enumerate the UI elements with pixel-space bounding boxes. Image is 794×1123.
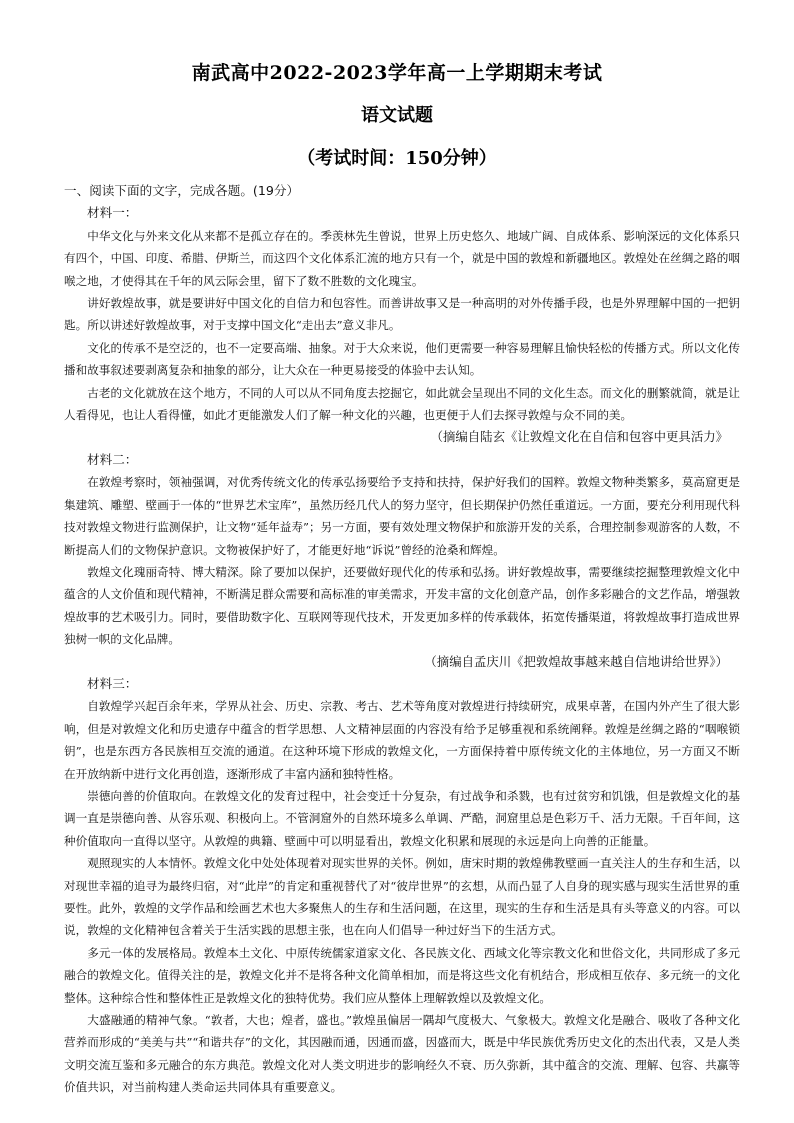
material-3-paragraph: 多元一体的发展格局。敦煌本土文化、中原传统儒家道家文化、各民族文化、西域文化等宗教文化和世俗文化，共同形成了多元融合的敦煌文化。值得关注的是，敦煌文化并不是将各种文化简单相加，而是将这些文化有机结合，形成相互依存、多元统一的文化整体。这种综合性和整体性正是敦煌文化的独特优势。我们应从整体上理解敦煌以及敦煌文化。 (64, 945, 740, 1005)
exam-title: 南武高中2022-2023学年高一上学期期末考试 (191, 62, 603, 84)
reading-section (64, 180, 740, 1099)
material-1-label: 材料一： (87, 205, 138, 221)
material-1-paragraph: 文化的传承不是空泛的，也不一定要高端、抽象。对于大众来说，他们更需要一种容易理解且愉快轻松的传播方式。所以文化传播和故事叙述要剥离复杂和抽象的部分，让大众在一种更易接受的体验中去认知。 (64, 340, 740, 378)
material-3-paragraph: 观照现实的人本情怀。敦煌文化中处处体现着对现实世界的关怀。例如，唐宋时期的敦煌佛教壁画一直关注人的生存和生活，以对现世幸福的追寻为最终归宿，对“此岸”的肯定和重视替代了对“彼岸世界”的玄想，从而凸显了人自身的现实感与现实生活世界的重要性。此外，敦煌的文学作品和绘画艺术也大多聚焦人的生存和生活问题，在这里，现实的生存和生活是具有头等意义的内容。可以说，敦煌的文化精神包含着关于生活实践的思想主张，也在向人们倡导一种过好当下的生活方式。 (64, 856, 740, 938)
material-2-paragraph: 敦煌文化瑰丽奇特、博大精深。除了要加以保护，还要做好现代化的传承和弘扬。讲好敦煌故事，需要继续挖掘整理敦煌文化中蕴含的人文价值和现代精神，不断满足群众需要和高标准的审美需求，开发丰富的文化创意产品，创作多彩融合的文艺作品，增强敦煌故事的艺术吸引力。同时，要借助数字化、互联网等现代技术，开发更加多样的传承载体，拓宽传播渠道，将敦煌故事打造成世界独树一帜的文化品牌。 (64, 564, 740, 647)
material-2-label: 材料二： (87, 451, 138, 467)
question-heading: 一、阅读下面的文字，完成各题。(19分） (64, 183, 300, 198)
material-2-source: （摘编自孟庆川《把敦煌故事越来越自信地讲给世界》） (424, 653, 728, 669)
material-3-paragraph: 自敦煌学兴起百余年来，学界从社会、历史、宗教、考古、艺术等角度对敦煌进行持续研究，成果卓著，在国内外产生了很大影响，但是对敦煌文化和历史遗存中蕴含的哲学思想、人文精神层面的内容没有给予足够重视和系统阐释。敦煌是丝绸之路的“咽喉锁钥”，也是东西方各民族相互交流的通道。在这种环境下形成的敦煌文化，一方面保持着中原传统文化的主体地位，另一方面又不断在开放纳新中进行文化再创造，逐渐形成了丰富内涵和独特性格。 (64, 699, 740, 781)
material-3-label: 材料三： (87, 675, 138, 691)
exam-subject: 语文试题 (361, 105, 433, 126)
material-2-paragraph: 在敦煌考察时，领袖强调，对优秀传统文化的传承弘扬要给予支持和扶持，保护好我们的国粹。敦煌文物种类繁多，莫高窟更是集建筑、雕塑、壁画于一体的“世界艺术宝库”，虽然历经几代人的努力坚守，但长期保护仍然任重道远。一方面，要充分利用现代科技对敦煌文物进行监测保护，让文物“延年益寿”；另一方面，要有效处理文物保护和旅游开发的关系，合理控制参观游客的人数，不断提高人们的文物保护意识。文物被保护好了，才能更好地“诉说”曾经的沧桑和辉煌。 (64, 475, 740, 557)
exam-time: （考试时间：150分钟） (297, 148, 497, 169)
material-3-paragraph: 崇德向善的价值取向。在敦煌文化的发育过程中，社会变迁十分复杂，有过战争和杀戮，也有过贫穷和饥饿，但是敦煌文化的基调一直是崇德向善、从容乐观、积极向上。不管洞窟外的自然环境多么单调、严酷，洞窟里总是色彩万千、活力无限。千百年间，这种价值取向一直得以坚守。从敦煌的典籍、壁画中可以明显看出，敦煌文化积累和展现的永远是向上向善的正能量。 (64, 788, 740, 848)
material-1-paragraph: 讲好敦煌故事，就是要讲好中国文化的自信力和包容性。而善讲故事又是一种高明的对外传播手段，也是外界理解中国的一把钥匙。所以讲述好敦煌故事，对于支撑中国文化“走出去”意义非凡。 (64, 296, 740, 333)
material-1-paragraph: 中华文化与外来文化从来都不是孤立存在的。季羡林先生曾说，世界上历史悠久、地域广阔、自成体系、影响深远的文化体系只有四个，中国、印度、希腊、伊斯兰，而这四个文化体系汇流的地方只有一个，就是中国的敦煌和新疆地区。敦煌处在丝绸之路的咽喉之地，才使得其在千年的风云际会里，留下了数不胜数的文化瑰宝。 (64, 228, 740, 288)
material-3-paragraph: 大盛融通的精神气象。“敦者，大也；煌者，盛也。”敦煌虽偏居一隅却气度极大、气象极大。敦煌文化是融合、吸收了各种文化营养而形成的“美美与共”“和谐共存”的文化，其因融而通，因通而盛，因盛而大，既是中华民族优秀历史文化的杰出代表，又是人类文明交流互鉴和多元融合的东方典范。敦煌文化对人类文明进步的影响经久不衰、历久弥新，其中蕴含的交流、理解、包容、共赢等价值共识，对当前构建人类命运共同体具有重要意义。 (64, 1013, 740, 1095)
material-1-source: （摘编自陆玄《让敦煌文化在自信和包容中更具活力》 (430, 429, 728, 445)
material-1-paragraph: 古老的文化就放在这个地方，不同的人可以从不同角度去挖掘它，如此就会呈现出不同的文化生态。而文化的删繁就简，就是让人看得见，也让人看得懂，如此才更能激发人们了解一种文化的兴趣，也更便于人们去探寻敦煌与众不同的美。 (64, 385, 740, 423)
